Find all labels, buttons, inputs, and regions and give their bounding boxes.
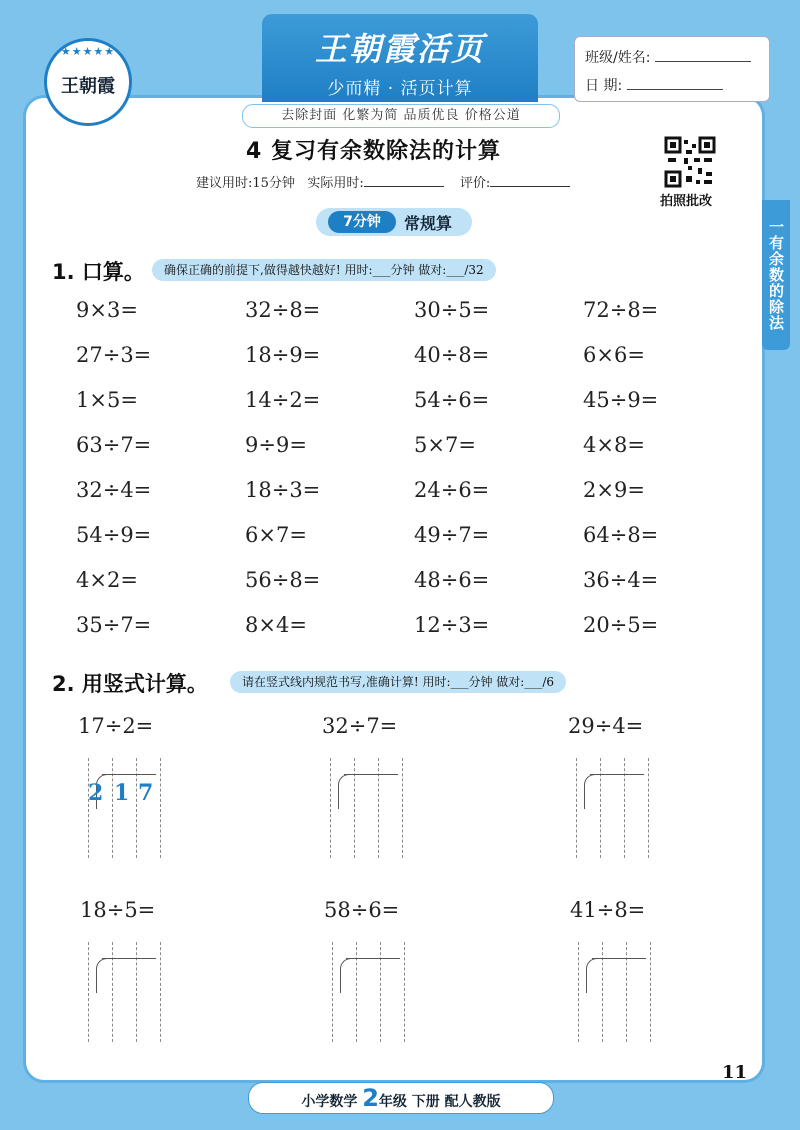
footer-grade: 2 [362,1084,379,1112]
brand-title: 王朝霞活页 [314,30,485,68]
q2-note: 请在竖式线内规范书写,准确计算! 用时:___分钟 做对:___/6 [230,671,566,693]
eval-blank[interactable] [490,174,570,187]
vertical-problem: 58÷6= [324,898,400,922]
oral-problem: 56÷8= [245,568,321,592]
oral-problem: 8×4= [245,613,307,637]
guide-line [624,758,625,858]
logo-name: 王朝霞 [61,76,115,97]
date-blank[interactable] [627,75,723,90]
division-bracket [586,958,597,993]
oral-problem: 36÷4= [583,568,659,592]
class-name-label: 班级/姓名: [585,50,651,66]
division-bracket [96,958,107,993]
suggest-time: 建议用时:15分钟 [196,176,295,191]
oral-problem: 64÷8= [583,523,659,547]
chapter-side-tab: 一有余数的除法 [762,200,790,350]
guide-line [578,942,579,1042]
vertical-work-area[interactable] [578,942,652,1042]
vertical-problem: 17÷2= [78,714,154,738]
division-bar [102,774,156,775]
oral-problem: 40÷8= [414,343,490,367]
page-title: 4 复习有余数除法的计算 [246,139,501,164]
guide-line [330,758,331,858]
oral-calculation-grid [76,298,756,658]
guide-line [136,758,137,858]
guide-line [356,942,357,1042]
oral-problem: 54÷9= [76,523,152,547]
guide-line [354,758,355,858]
logo [44,38,132,126]
actual-time-label: 实际用时: [307,176,364,191]
actual-time-blank[interactable] [364,174,444,187]
oral-problem: 63÷7= [76,433,152,457]
guide-line [332,942,333,1042]
guide-line [136,942,137,1042]
page-number: 11 [722,1062,748,1083]
guide-line [112,758,113,858]
student-info-box [574,36,770,102]
time-line [196,172,582,191]
division-bar [102,958,156,959]
oral-problem: 1×5= [76,388,138,412]
qr-code-icon[interactable] [664,136,716,188]
header-banner [262,14,538,102]
guide-line [600,758,601,858]
qr-label: 拍照批改 [660,194,713,209]
guide-line [88,942,89,1042]
guide-line [602,942,603,1042]
division-bracket [340,958,351,993]
division-bracket [338,774,349,809]
vertical-work-area[interactable] [88,758,162,858]
oral-problem: 30÷5= [414,298,490,322]
oral-problem: 32÷8= [245,298,321,322]
guide-line [380,942,381,1042]
division-bar [346,958,400,959]
guide-line [88,758,89,858]
example-digit: 1 [114,780,130,806]
section-kind: 常规算 [404,214,453,233]
guide-line [112,942,113,1042]
oral-problem: 27÷3= [76,343,152,367]
oral-problem: 12÷3= [414,613,490,637]
vertical-work-area[interactable] [88,942,162,1042]
oral-problem: 24÷6= [414,478,490,502]
division-bracket [584,774,595,809]
slogan: 去除封面 化繁为简 品质优良 价格公道 [242,104,560,128]
oral-problem: 45÷9= [583,388,659,412]
example-divisor: 2 [88,780,104,806]
vertical-work-area[interactable] [332,942,406,1042]
oral-problem: 54÷6= [414,388,490,412]
division-bar [344,774,398,775]
vertical-problem: 29÷4= [568,714,644,738]
oral-problem: 48÷6= [414,568,490,592]
oral-problem: 49÷7= [414,523,490,547]
example-digit: 7 [138,780,154,806]
guide-line [650,942,651,1042]
q1-heading: 1. 口算。 [52,260,145,284]
oral-problem: 9×3= [76,298,138,322]
division-bar [590,774,644,775]
section-pill [316,208,472,236]
oral-problem: 9÷9= [245,433,307,457]
oral-problem: 18÷9= [245,343,321,367]
oral-problem: 32÷4= [76,478,152,502]
oral-problem: 14÷2= [245,388,321,412]
section-minutes: 7分钟 [328,211,396,233]
guide-line [160,942,161,1042]
footer-edition: 年级 下册 配人教版 [378,1094,501,1110]
eval-label: 评价: [459,176,491,191]
oral-problem: 4×8= [583,433,645,457]
q1-note: 确保正确的前提下,做得越快越好! 用时:___分钟 做对:___/32 [152,259,496,281]
guide-line [402,758,403,858]
guide-line [576,758,577,858]
vertical-work-area[interactable] [330,758,404,858]
guide-line [378,758,379,858]
vertical-problem: 18÷5= [80,898,156,922]
oral-problem: 6×7= [245,523,307,547]
oral-problem: 4×2= [76,568,138,592]
guide-line [160,758,161,858]
vertical-work-area[interactable] [576,758,650,858]
oral-problem: 18÷3= [245,478,321,502]
vertical-problem: 41÷8= [570,898,646,922]
logo-stars: ★★★★★ [60,45,116,58]
oral-problem: 35÷7= [76,613,152,637]
oral-problem: 2×9= [583,478,645,502]
oral-problem: 20÷5= [583,613,659,637]
class-name-blank[interactable] [655,47,751,62]
date-label: 日 期: [585,78,623,94]
guide-line [648,758,649,858]
q2-heading: 2. 用竖式计算。 [52,672,208,696]
guide-line [626,942,627,1042]
vertical-problem: 32÷7= [322,714,398,738]
oral-problem: 5×7= [414,433,476,457]
footer-subject: 小学数学 [301,1094,363,1110]
oral-problem: 6×6= [583,343,645,367]
division-bar [592,958,646,959]
footer-badge [248,1082,554,1114]
guide-line [404,942,405,1042]
brand-subtitle: 少而精 · 活页计算 [327,79,473,99]
oral-problem: 72÷8= [583,298,659,322]
